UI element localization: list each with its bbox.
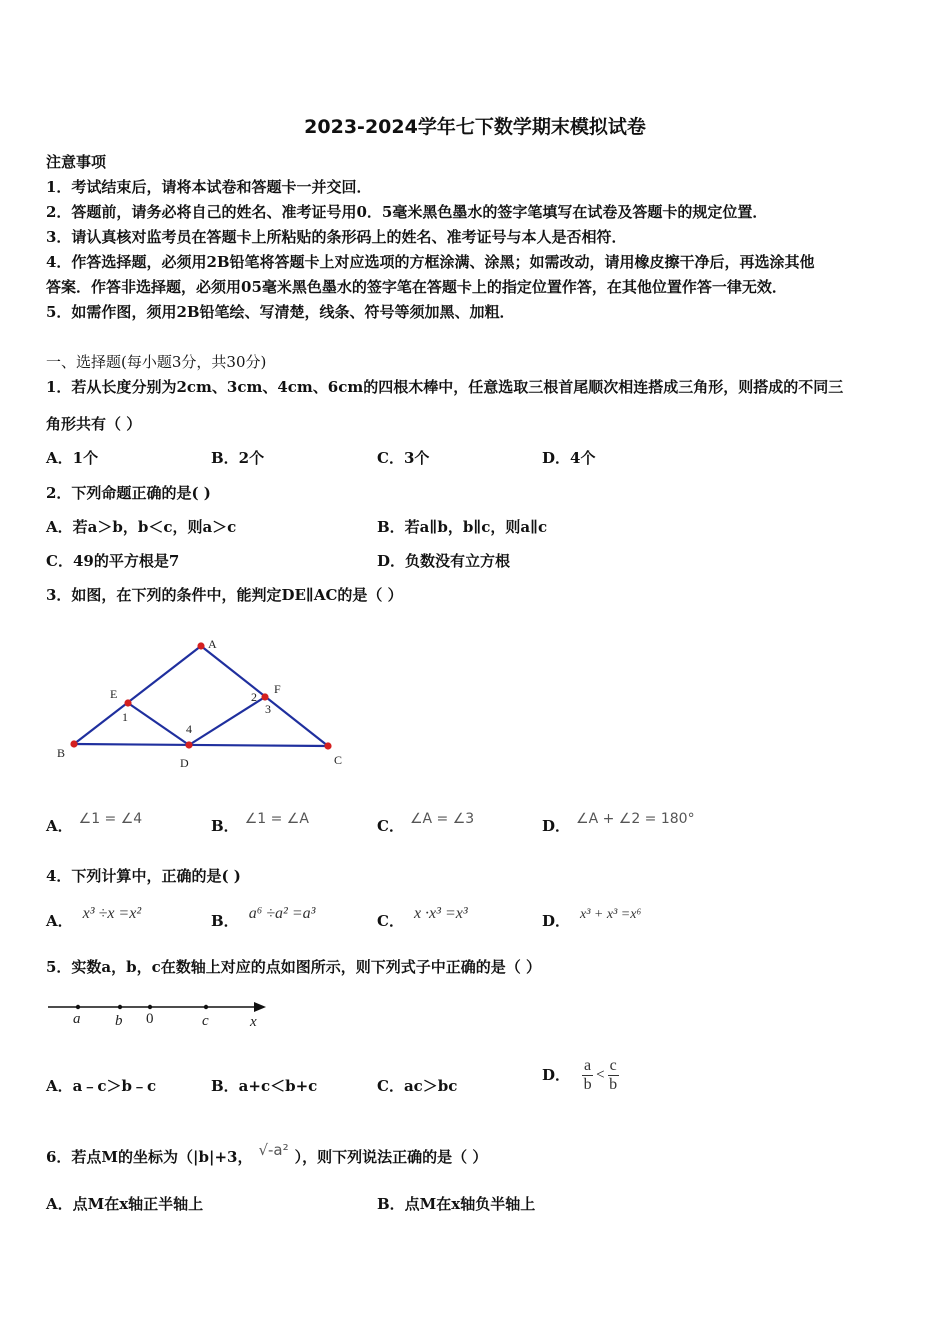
q4-option-c: C． x ·x³ =x³ <box>377 905 468 930</box>
notice-item: 1．考试结束后，请将本试卷和答题卡一并交回． <box>46 178 372 196</box>
label-d: D <box>180 756 189 770</box>
question-5-stem: 5．实数a，b，c在数轴上对应的点如图所示，则下列式子中正确的是（ ） <box>46 958 542 976</box>
q4-option-d: D． x³ + x³ =x⁶ <box>542 907 642 930</box>
number-line <box>44 996 274 1032</box>
q6-option-b: B．点M在x轴负半轴上 <box>377 1195 536 1213</box>
notice-item: 4．作答选择题，必须用2B铅笔将答题卡上对应选项的方框涂满、涂黑；如需改动，请用橡皮擦干净后，再选涂其他 <box>46 253 815 271</box>
q4-option-a-math: x³ ÷x =x² <box>82 905 142 922</box>
page-title: 2023-2024学年七下数学期末模拟试卷 <box>304 116 646 138</box>
point-zero <box>148 1005 152 1009</box>
label-b: B <box>57 746 66 760</box>
sqrt-expression: √-a² <box>258 1141 289 1159</box>
angle-label-2: 2 <box>251 690 257 704</box>
question-1-stem: 1．若从长度分别为2cm、3cm、4cm、6cm的四根木棒中，任意选取三根首尾顺次相连搭成三角形，则搭成的不同三 <box>46 378 844 396</box>
question-1-stem-cont: 角形共有（ ） <box>46 415 142 433</box>
question-2-stem: 2．下列命题正确的是( ) <box>46 484 211 502</box>
line-df <box>189 697 265 745</box>
q3-option-b: B． ∠1 = ∠A <box>211 811 309 835</box>
q1-option-c: C．3个 <box>377 449 430 467</box>
point-b <box>118 1005 122 1009</box>
q3-option-c: C． ∠A = ∠3 <box>377 811 475 835</box>
point-d <box>185 741 192 748</box>
point-b <box>70 740 77 747</box>
q3-option-a-math: ∠1 = ∠4 <box>78 811 143 827</box>
line-ba <box>74 646 201 744</box>
angle-label-1: 1 <box>122 710 128 724</box>
q4-option-b: B． a⁶ ÷a² =a³ <box>211 905 316 930</box>
fraction-c-over-b: $\frac{c}{b}$ <box>609 1056 618 1093</box>
axis-label-x: x <box>250 1014 257 1030</box>
q3-option-b-math: ∠1 = ∠A <box>244 811 309 827</box>
axis-label-c: c <box>202 1013 209 1029</box>
notice-item: 答案．作答非选择题，必须用05毫米黑色墨水的签字笔在答题卡上的指定位置作答，在其他位置作答一律无效． <box>46 278 787 296</box>
q4-option-b-math: a⁶ ÷a² =a³ <box>248 905 316 922</box>
label-f: F <box>274 682 281 696</box>
fraction-a-over-b: $\frac{a}{b}$ <box>583 1056 592 1093</box>
q5-option-a: A．a﹣c＞b﹣c <box>46 1077 157 1095</box>
q1-option-b: B．2个 <box>211 449 265 467</box>
point-e <box>124 699 131 706</box>
notice-item: 5．如需作图，须用2B铅笔绘、写清楚，线条、符号等须加黑、加粗． <box>46 303 515 321</box>
section-heading: 一、选择题(每小题3分，共30分) <box>46 353 267 371</box>
point-a <box>197 642 204 649</box>
q4-option-a: A． x³ ÷x =x² <box>46 905 142 930</box>
question-4-stem: 4．下列计算中，正确的是( ) <box>46 867 241 885</box>
label-c: C <box>334 753 343 767</box>
label-e: E <box>110 687 118 701</box>
point-f <box>261 693 268 700</box>
point-a <box>76 1005 80 1009</box>
q3-option-a: A． ∠1 = ∠4 <box>46 811 143 835</box>
q5-option-c: C．ac＞bc <box>377 1077 458 1095</box>
q5-option-b: B．a+c＜b+c <box>211 1077 318 1095</box>
angle-label-3: 3 <box>265 702 271 716</box>
point-c <box>324 742 331 749</box>
q4-option-c-math: x ·x³ =x³ <box>413 905 468 922</box>
question-6-stem: 6．若点M的坐标为（|b|+3， √-a² ），则下列说法正确的是（ ） <box>46 1141 488 1166</box>
q1-option-d: D．4个 <box>542 449 596 467</box>
q4-option-d-math: x³ + x³ =x⁶ <box>580 907 642 922</box>
label-a: A <box>208 637 217 651</box>
q5-option-d: D． $\frac{a}{b}$ < $\frac{c}{b}$ <box>542 1056 618 1093</box>
q2-option-b: B．若a∥b，b∥c，则a∥c <box>377 518 548 536</box>
axis-label-zero: 0 <box>146 1011 154 1027</box>
q1-option-a: A．1个 <box>46 449 99 467</box>
point-c <box>204 1005 208 1009</box>
q2-option-a: A．若a＞b，b＜c，则a＞c <box>46 518 237 536</box>
axis-arrow <box>254 1002 266 1012</box>
q3-option-c-math: ∠A = ∠3 <box>409 811 475 827</box>
angle-label-4: 4 <box>186 722 192 736</box>
question-3-stem: 3．如图，在下列的条件中，能判定DE∥AC的是（ ） <box>46 586 403 604</box>
triangle-figure <box>50 630 360 780</box>
notice-item: 2．答题前，请务必将自己的姓名、准考证号用0．5毫米黑色墨水的签字笔填写在试卷及答题卡的规定位置． <box>46 203 768 221</box>
q2-option-d: D．负数没有立方根 <box>377 552 511 570</box>
line-ed <box>128 703 189 745</box>
q2-option-c: C．49的平方根是7 <box>46 552 180 570</box>
q6-option-a: A．点M在x轴正半轴上 <box>46 1195 204 1213</box>
notice-heading: 注意事项 <box>46 153 107 171</box>
axis-label-b: b <box>115 1013 123 1029</box>
notice-item: 3．请认真核对监考员在答题卡上所粘贴的条形码上的姓名、准考证号与本人是否相符． <box>46 228 627 246</box>
q3-option-d-math: ∠A + ∠2 = 180° <box>576 811 695 827</box>
line-bc <box>74 744 328 746</box>
q3-option-d: D． ∠A + ∠2 = 180° <box>542 811 695 835</box>
axis-label-a: a <box>73 1011 81 1027</box>
